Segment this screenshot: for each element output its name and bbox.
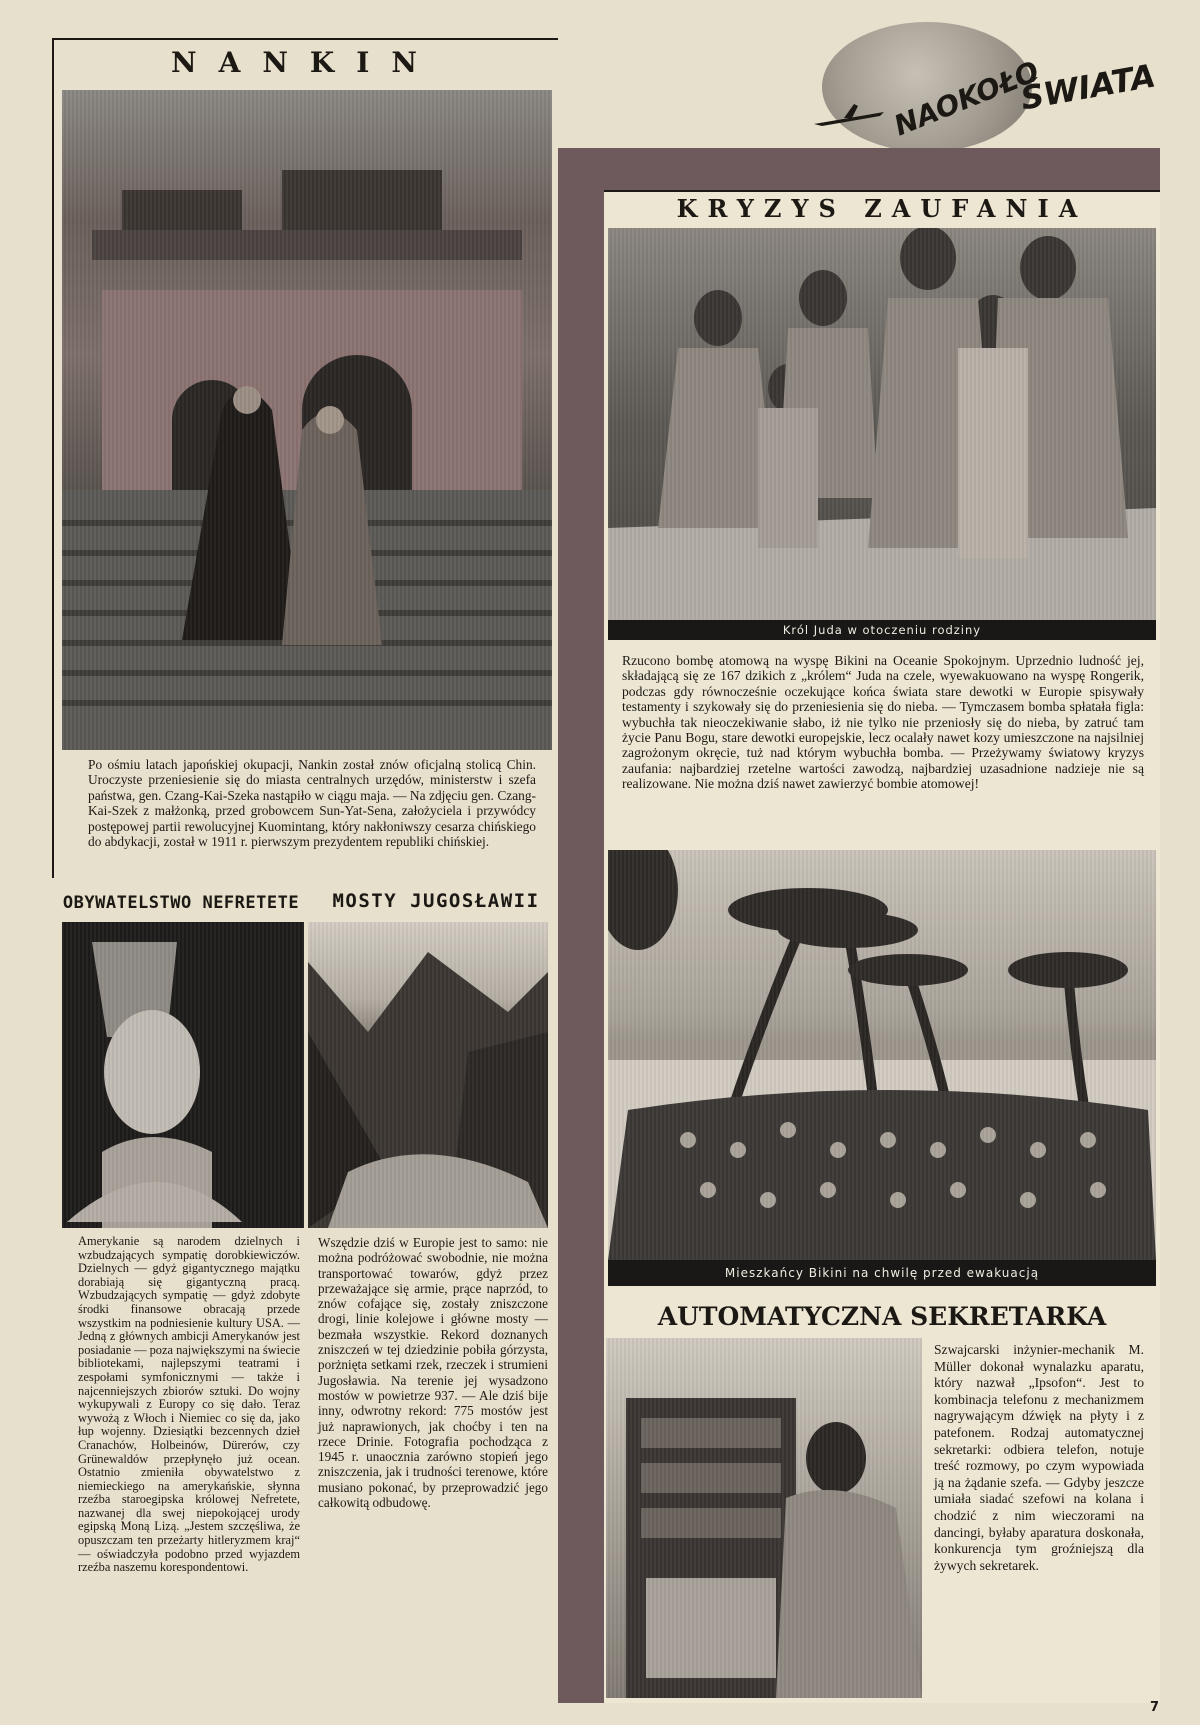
mosty-photo — [308, 922, 548, 1228]
airplane-icon — [814, 102, 884, 132]
kryzys-photo1-caption: Król Juda w otoczeniu rodziny — [608, 620, 1156, 640]
nefretete-photo — [62, 922, 304, 1228]
nefretete-text: Amerykanie są narodem dzielnych i wzbudzających sympatię dorobkiewiczów. Dzielnych — gdyż gigantycznego majątku dorabiają się gigantyczną pracą. Wzbudzających sympatię — gdyż zdobyte środki finansowe obracają przede wszystkim na podniesienie kultury USA. — Jedną z głównych ambicji Amerykanów jest posiadanie — poza największymi na świecie bibliotekami, najlepszymi teatrami i zespołami symfonicznymi — także i najcenniejszych zbiorów sztuki. Do wojny wykupywali z Europy co się dało. Teraz wywożą z Włoch i Niemiec co się da, jako łup wojenny. Dziesiątki bezcennych dzieł Cranachów, Holbeinów, Dürerów, czy Grünewaldów przepłynęło już ocean. Ostatnio zmieniła obywatelstwo z niemieckiego na amerykańskie, słynna rzeźba staroegipska królowej Nefretete, nazwanej dla swej niepokojącej urody egipską Moną Lizą. „Jestem szczęśliwa, że opuszczam ten przeżarty hitleryzmem kraj“ — oświadczyła podobno przed wyjazdem rzeźba naszemu korespondentowi. — [78, 1234, 300, 1575]
nankin-caption: Po ośmiu latach japońskiej okupacji, Nankin został znów oficjalną stolicą Chin. Uroczyste przeniesienie się do miasta centralnych urzędów, ministerstw i szefa państwa, gen. Czang-Kai-Szeka nastąpiło w ciągu maja. — Na zdjęciu gen. Czang-Kai-Szek z małżonką, przed grobowcem Sun-Yat-Sena, założyciela i przywódcy postępowej partii rewolucyjnej Kuomintang, który nakłoniwszy cesarza chińskiego do abdykacji, został w 1911 r. pierwszym prezydentem republiki chińskiej. — [88, 757, 536, 850]
kryzys-title: KRYZYS ZAUFANIA — [676, 194, 1088, 223]
logo-line1: NAOKOŁO — [889, 54, 1044, 143]
sekretarka-title: AUTOMATYCZNA SEKRETARKA — [657, 1302, 1107, 1331]
nankin-title: NANKIN — [171, 46, 439, 79]
frame-top-line — [52, 38, 558, 40]
logo-line2: ŚWIATA — [1017, 56, 1159, 118]
kryzys-frame-line — [604, 190, 1160, 192]
sekretarka-text: Szwajcarski inżynier-mechanik M. Müller dokonał wynalazku aparatu, który nazwał „Ipsofon“. Jest to kombinacja telefonu z mechanizmem nagrywającym dźwięk na płyty i z patefonem. Rodzaj automatycznej sekretarki: odbiera telefon, notuje treść rozmowy, po czym wypowiada ją na żądanie szefa. — Gdyby jeszcze umiała siadać szefowi na kolana i chodzić z nim wieczorami na dancingi, byłaby aparatura doskonała, konkurencja tym groźniejszą dla żywych sekretarek. — [934, 1342, 1144, 1573]
kryzys-bikini-photo — [608, 850, 1156, 1260]
kryzys-text: Rzucono bombę atomową na wyspę Bikini na Oceanie Spokojnym. Uprzednio ludność jej, składającą się ze 167 dzikich z „królem“ Juda na czele, wyewakuowano na wyspę Rongerik, podczas gdy równocześnie oczekujące końca świata stare dewotki w Europie spisywały testamenty i szykowały się do przeniesienia się do nieba. — Tymczasem bomba spłatała figla: wybuchła tak nieoczekiwanie słabo, iż nie tylko nie przeniosły się do nieba, by zatruć tam życie Panu Bogu, stare dewotki europejskie, lecz ocalały nawet kozy umieszczone na najsilniej zagrożonym okręcie, tuż nad którym wybuchła bomba. — Przeżywamy światowy kryzys zaufania: najbardziej rzetelne wartości zawodzą, najbardziej uzasadnione nadzieje nie są realizowane. Nie można dziś nawet zawierzyć bombie atomowej! — [622, 653, 1144, 792]
page-number: 7 — [1150, 1700, 1160, 1715]
mosty-title: MOSTY JUGOSŁAWII — [332, 890, 540, 912]
mosty-text: Wszędzie dziś w Europie jest to samo: nie można podróżować swobodnie, nie można transportować towarów, gdyż przez przeważające się armie, prące naprzód, to znów cofające się, zostały zniszczone drogi, linie kolejowe i główne mosty — bezmała wszystkie. Rekord doznanych zniszczeń w tej dziedzinie pobiła górzysta, porżnięta setkami rzek, rzeczek i strumieni Jugosławia. Na terenie jej wysadzono mostów w powietrze 937. — Ale dziś bije inny, odwrotny rekord: 775 mostów jest już naprawionych, jak choćby i ten na rzece Drinie. Fotografia pochodząca z 1945 r. unaocznia zarówno stopień jego zniszczenia, jak i trudności terenowe, które musiano pokonać, by przeprowadzić jego całkowitą odbudowę. — [318, 1235, 548, 1511]
sekretarka-photo — [606, 1338, 922, 1698]
frame-left-line — [52, 38, 54, 878]
kryzys-photo2-caption: Mieszkańcy Bikini na chwilę przed ewakuacją — [608, 1260, 1156, 1286]
nankin-photo — [62, 90, 552, 750]
nefretete-title: OBYWATELSTWO NEFRETETE — [62, 893, 300, 913]
kryzys-family-photo — [608, 228, 1156, 620]
